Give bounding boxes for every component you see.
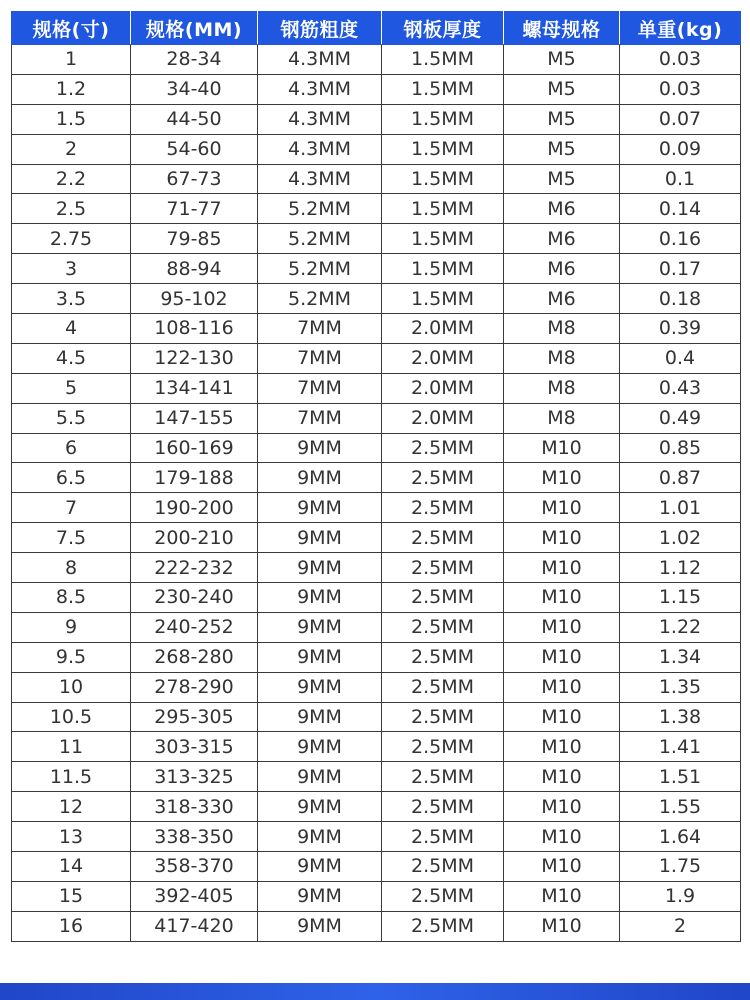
cell-size-mm: 179-188: [131, 463, 258, 493]
cell-size-mm: 358-370: [131, 852, 258, 882]
cell-size-inch: 15: [12, 881, 131, 911]
cell-rebar-diameter: 4.3MM: [258, 164, 382, 194]
cell-size-mm: 313-325: [131, 762, 258, 792]
cell-plate-thickness: 2.5MM: [382, 612, 504, 642]
cell-nut-spec: M10: [504, 762, 620, 792]
cell-plate-thickness: 2.5MM: [382, 583, 504, 613]
cell-size-inch: 2.75: [12, 224, 131, 254]
cell-rebar-diameter: 4.3MM: [258, 45, 382, 75]
table-row: [12, 433, 741, 463]
cell-rebar-diameter: 9MM: [258, 881, 382, 911]
cell-unit-weight: 0.49: [620, 403, 741, 433]
header-size-inch: 规格(寸): [12, 12, 131, 45]
cell-size-mm: 122-130: [131, 343, 258, 373]
cell-plate-thickness: 2.0MM: [382, 314, 504, 344]
table-row: [12, 612, 741, 642]
cell-rebar-diameter: 5.2MM: [258, 254, 382, 284]
cell-nut-spec: M5: [504, 45, 620, 75]
cell-unit-weight: 1.51: [620, 762, 741, 792]
cell-size-inch: 8: [12, 553, 131, 583]
table-row: [12, 911, 741, 941]
cell-plate-thickness: 2.5MM: [382, 881, 504, 911]
cell-unit-weight: 0.87: [620, 463, 741, 493]
cell-size-inch: 8.5: [12, 583, 131, 613]
cell-unit-weight: 2: [620, 911, 741, 941]
cell-size-mm: 95-102: [131, 284, 258, 314]
table-row: [12, 403, 741, 433]
cell-nut-spec: M10: [504, 493, 620, 523]
cell-size-mm: 303-315: [131, 732, 258, 762]
cell-plate-thickness: 2.5MM: [382, 672, 504, 702]
cell-plate-thickness: 2.5MM: [382, 732, 504, 762]
cell-rebar-diameter: 7MM: [258, 373, 382, 403]
cell-nut-spec: M10: [504, 672, 620, 702]
table-row: [12, 702, 741, 732]
cell-plate-thickness: 2.0MM: [382, 373, 504, 403]
cell-rebar-diameter: 9MM: [258, 702, 382, 732]
cell-size-mm: 160-169: [131, 433, 258, 463]
table-body: [12, 45, 741, 942]
table-row: [12, 732, 741, 762]
table-row: [12, 314, 741, 344]
header-plate-thickness: 钢板厚度: [382, 12, 504, 45]
table-row: [12, 493, 741, 523]
table-row: [12, 104, 741, 134]
cell-rebar-diameter: 9MM: [258, 672, 382, 702]
cell-plate-thickness: 1.5MM: [382, 254, 504, 284]
cell-rebar-diameter: 9MM: [258, 822, 382, 852]
cell-size-inch: 2.2: [12, 164, 131, 194]
cell-nut-spec: M10: [504, 822, 620, 852]
cell-unit-weight: 0.1: [620, 164, 741, 194]
cell-unit-weight: 1.41: [620, 732, 741, 762]
cell-unit-weight: 0.09: [620, 134, 741, 164]
cell-rebar-diameter: 9MM: [258, 732, 382, 762]
cell-size-mm: 79-85: [131, 224, 258, 254]
header-row: [12, 12, 741, 45]
cell-unit-weight: 1.15: [620, 583, 741, 613]
cell-nut-spec: M8: [504, 343, 620, 373]
cell-size-inch: 1.2: [12, 74, 131, 104]
cell-plate-thickness: 1.5MM: [382, 284, 504, 314]
table-header: [12, 12, 741, 45]
table-row: [12, 164, 741, 194]
cell-unit-weight: 0.18: [620, 284, 741, 314]
table-row: [12, 583, 741, 613]
cell-rebar-diameter: 4.3MM: [258, 104, 382, 134]
cell-unit-weight: 1.22: [620, 612, 741, 642]
cell-rebar-diameter: 9MM: [258, 911, 382, 941]
cell-size-mm: 417-420: [131, 911, 258, 941]
cell-size-inch: 1.5: [12, 104, 131, 134]
table-row: [12, 45, 741, 75]
cell-nut-spec: M10: [504, 792, 620, 822]
cell-unit-weight: 1.35: [620, 672, 741, 702]
cell-plate-thickness: 2.5MM: [382, 493, 504, 523]
cell-plate-thickness: 2.5MM: [382, 792, 504, 822]
cell-nut-spec: M6: [504, 254, 620, 284]
cell-size-inch: 3.5: [12, 284, 131, 314]
cell-plate-thickness: 1.5MM: [382, 194, 504, 224]
cell-nut-spec: M10: [504, 523, 620, 553]
table-row: [12, 74, 741, 104]
cell-unit-weight: 1.64: [620, 822, 741, 852]
table-row: [12, 224, 741, 254]
cell-size-inch: 11: [12, 732, 131, 762]
cell-size-inch: 5.5: [12, 403, 131, 433]
cell-size-mm: 54-60: [131, 134, 258, 164]
cell-nut-spec: M10: [504, 612, 620, 642]
cell-plate-thickness: 2.5MM: [382, 523, 504, 553]
table-row: [12, 523, 741, 553]
cell-rebar-diameter: 9MM: [258, 523, 382, 553]
cell-plate-thickness: 2.5MM: [382, 822, 504, 852]
table-row: [12, 792, 741, 822]
cell-size-inch: 10.5: [12, 702, 131, 732]
cell-rebar-diameter: 4.3MM: [258, 134, 382, 164]
table-row: [12, 373, 741, 403]
cell-nut-spec: M10: [504, 583, 620, 613]
cell-unit-weight: 1.75: [620, 852, 741, 882]
cell-plate-thickness: 1.5MM: [382, 164, 504, 194]
cell-rebar-diameter: 4.3MM: [258, 74, 382, 104]
cell-unit-weight: 0.03: [620, 45, 741, 75]
cell-size-inch: 10: [12, 672, 131, 702]
cell-size-inch: 3: [12, 254, 131, 284]
cell-plate-thickness: 2.0MM: [382, 343, 504, 373]
cell-nut-spec: M10: [504, 732, 620, 762]
cell-unit-weight: 1.55: [620, 792, 741, 822]
cell-size-inch: 2.5: [12, 194, 131, 224]
cell-nut-spec: M10: [504, 881, 620, 911]
table-row: [12, 343, 741, 373]
cell-rebar-diameter: 9MM: [258, 553, 382, 583]
cell-nut-spec: M8: [504, 403, 620, 433]
cell-rebar-diameter: 5.2MM: [258, 284, 382, 314]
header-nut-spec: 螺母规格: [504, 12, 620, 45]
cell-size-inch: 14: [12, 852, 131, 882]
cell-size-inch: 12: [12, 792, 131, 822]
cell-size-inch: 2: [12, 134, 131, 164]
cell-plate-thickness: 2.5MM: [382, 642, 504, 672]
table-row: [12, 672, 741, 702]
cell-size-inch: 7: [12, 493, 131, 523]
cell-rebar-diameter: 9MM: [258, 493, 382, 523]
cell-size-mm: 28-34: [131, 45, 258, 75]
cell-plate-thickness: 2.5MM: [382, 433, 504, 463]
cell-size-mm: 34-40: [131, 74, 258, 104]
cell-plate-thickness: 1.5MM: [382, 134, 504, 164]
cell-nut-spec: M10: [504, 433, 620, 463]
cell-size-mm: 190-200: [131, 493, 258, 523]
cell-size-inch: 1: [12, 45, 131, 75]
cell-plate-thickness: 2.0MM: [382, 403, 504, 433]
cell-plate-thickness: 2.5MM: [382, 463, 504, 493]
cell-size-inch: 9.5: [12, 642, 131, 672]
cell-nut-spec: M8: [504, 373, 620, 403]
cell-nut-spec: M10: [504, 463, 620, 493]
header-rebar-diameter: 钢筋粗度: [258, 12, 382, 45]
cell-size-mm: 44-50: [131, 104, 258, 134]
cell-unit-weight: 1.12: [620, 553, 741, 583]
cell-plate-thickness: 2.5MM: [382, 911, 504, 941]
cell-plate-thickness: 2.5MM: [382, 852, 504, 882]
cell-size-mm: 200-210: [131, 523, 258, 553]
cell-rebar-diameter: 5.2MM: [258, 194, 382, 224]
cell-size-mm: 318-330: [131, 792, 258, 822]
cell-nut-spec: M6: [504, 194, 620, 224]
cell-unit-weight: 0.03: [620, 74, 741, 104]
cell-plate-thickness: 2.5MM: [382, 553, 504, 583]
cell-rebar-diameter: 5.2MM: [258, 224, 382, 254]
cell-unit-weight: 0.4: [620, 343, 741, 373]
cell-nut-spec: M10: [504, 852, 620, 882]
cell-rebar-diameter: 9MM: [258, 792, 382, 822]
cell-size-inch: 4.5: [12, 343, 131, 373]
cell-size-mm: 338-350: [131, 822, 258, 852]
cell-size-inch: 13: [12, 822, 131, 852]
cell-rebar-diameter: 7MM: [258, 343, 382, 373]
cell-size-inch: 4: [12, 314, 131, 344]
cell-rebar-diameter: 9MM: [258, 852, 382, 882]
table-row: [12, 762, 741, 792]
cell-size-inch: 6.5: [12, 463, 131, 493]
cell-size-inch: 5: [12, 373, 131, 403]
cell-size-mm: 278-290: [131, 672, 258, 702]
cell-unit-weight: 1.9: [620, 881, 741, 911]
cell-size-inch: 7.5: [12, 523, 131, 553]
cell-plate-thickness: 1.5MM: [382, 104, 504, 134]
cell-rebar-diameter: 9MM: [258, 612, 382, 642]
cell-unit-weight: 0.85: [620, 433, 741, 463]
table-row: [12, 284, 741, 314]
cell-unit-weight: 0.07: [620, 104, 741, 134]
cell-nut-spec: M5: [504, 104, 620, 134]
cell-size-inch: 9: [12, 612, 131, 642]
table-row: [12, 822, 741, 852]
cell-unit-weight: 1.34: [620, 642, 741, 672]
cell-nut-spec: M10: [504, 553, 620, 583]
cell-rebar-diameter: 9MM: [258, 433, 382, 463]
cell-nut-spec: M10: [504, 642, 620, 672]
cell-size-mm: 222-232: [131, 553, 258, 583]
cell-size-mm: 67-73: [131, 164, 258, 194]
header-size-mm: 规格(MM): [131, 12, 258, 45]
cell-size-mm: 108-116: [131, 314, 258, 344]
cell-plate-thickness: 2.5MM: [382, 702, 504, 732]
table-row: [12, 134, 741, 164]
cell-plate-thickness: 1.5MM: [382, 45, 504, 75]
cell-size-mm: 240-252: [131, 612, 258, 642]
cell-size-mm: 295-305: [131, 702, 258, 732]
table-row: [12, 254, 741, 284]
cell-size-mm: 134-141: [131, 373, 258, 403]
cell-rebar-diameter: 9MM: [258, 463, 382, 493]
cell-nut-spec: M10: [504, 911, 620, 941]
table-row: [12, 881, 741, 911]
cell-unit-weight: 0.43: [620, 373, 741, 403]
footer-band: [0, 983, 750, 1000]
cell-size-mm: 147-155: [131, 403, 258, 433]
cell-size-inch: 6: [12, 433, 131, 463]
table-row: [12, 553, 741, 583]
cell-size-mm: 268-280: [131, 642, 258, 672]
cell-nut-spec: M10: [504, 702, 620, 732]
table-row: [12, 852, 741, 882]
cell-unit-weight: 1.01: [620, 493, 741, 523]
cell-plate-thickness: 1.5MM: [382, 224, 504, 254]
cell-nut-spec: M5: [504, 164, 620, 194]
table-row: [12, 463, 741, 493]
cell-nut-spec: M5: [504, 74, 620, 104]
cell-unit-weight: 0.14: [620, 194, 741, 224]
table-row: [12, 642, 741, 672]
cell-nut-spec: M6: [504, 284, 620, 314]
cell-rebar-diameter: 9MM: [258, 583, 382, 613]
cell-unit-weight: 0.17: [620, 254, 741, 284]
cell-size-mm: 230-240: [131, 583, 258, 613]
cell-rebar-diameter: 7MM: [258, 314, 382, 344]
cell-size-mm: 88-94: [131, 254, 258, 284]
cell-size-mm: 71-77: [131, 194, 258, 224]
cell-size-mm: 392-405: [131, 881, 258, 911]
cell-unit-weight: 1.02: [620, 523, 741, 553]
cell-plate-thickness: 2.5MM: [382, 762, 504, 792]
cell-unit-weight: 0.16: [620, 224, 741, 254]
cell-size-inch: 16: [12, 911, 131, 941]
cell-unit-weight: 1.38: [620, 702, 741, 732]
cell-rebar-diameter: 9MM: [258, 642, 382, 672]
cell-nut-spec: M8: [504, 314, 620, 344]
cell-plate-thickness: 1.5MM: [382, 74, 504, 104]
spec-table: [11, 11, 741, 942]
cell-unit-weight: 0.39: [620, 314, 741, 344]
cell-rebar-diameter: 7MM: [258, 403, 382, 433]
table-row: [12, 194, 741, 224]
cell-nut-spec: M6: [504, 224, 620, 254]
cell-nut-spec: M5: [504, 134, 620, 164]
cell-rebar-diameter: 9MM: [258, 762, 382, 792]
cell-size-inch: 11.5: [12, 762, 131, 792]
header-unit-weight: 单重(kg): [620, 12, 741, 45]
